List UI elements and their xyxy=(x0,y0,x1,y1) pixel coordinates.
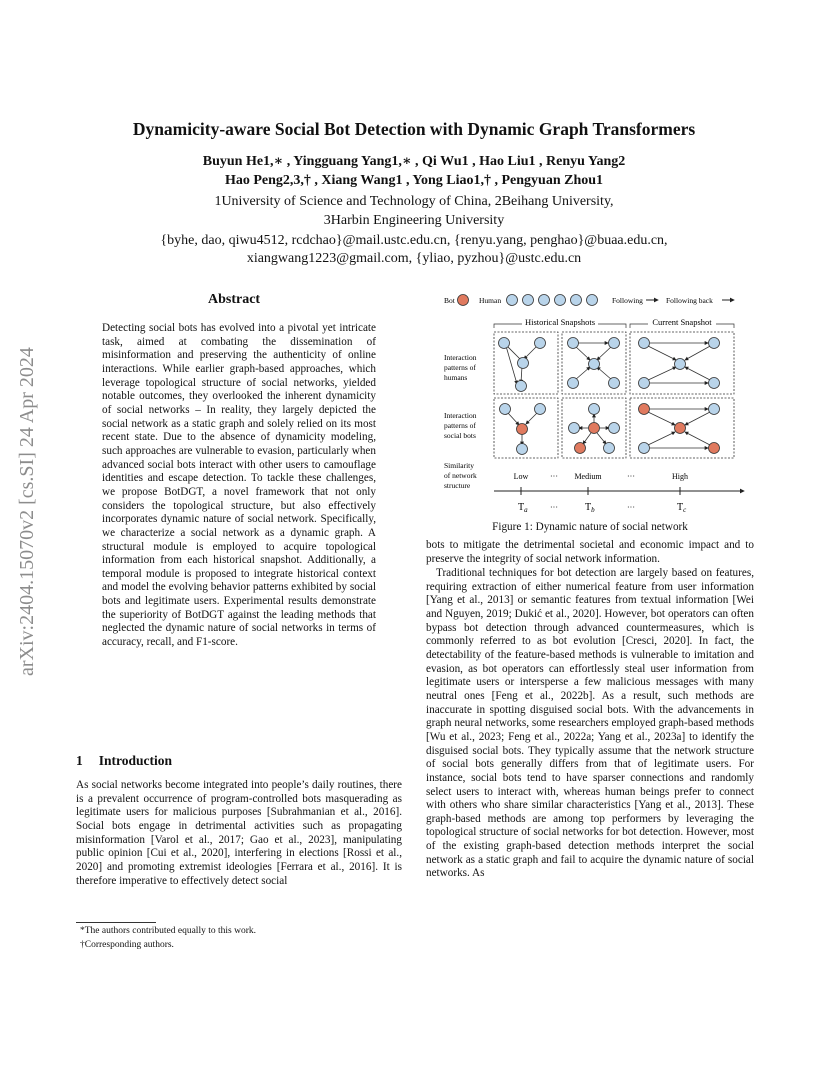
bot-graph-b xyxy=(569,404,620,454)
human-legend-icons xyxy=(507,295,598,306)
footnote-corresponding: †Corresponding authors. xyxy=(80,940,174,950)
row-label-similarity xyxy=(444,461,477,490)
human-graph-a xyxy=(499,338,546,392)
time-label-ta: $T_a$ xyxy=(518,502,528,514)
legend-bot-label: Bot xyxy=(444,296,455,305)
svg-text:structure: structure xyxy=(444,481,471,490)
section-heading xyxy=(76,753,172,769)
abstract-text: Detecting social bots has evolved into a pivotal yet intricate task, aimed at combating the dissemination of misinformation and preserving the authenticity of online interactions. While earlier graph-based approaches, which leverage topological structure of social networks, yielded notable outcomes, they overlooked the inherent dynamicity of social networks – In reality, they largely depicted the social network as a static graph and solely relied on its most recent state. Due to the absence of dynamicity modeling, such approaches are vulnerable to evasion, particularly when advanced social bots interact with other users to camouflage identities and escape detection. To tackle these challenges, we propose BotDGT, a novel framework that not only considers the topological structure, but also effectively incorporates dynamic nature of social network. Specifically, we characterize a social network as a dynamic graph. A structural module is employed to acquire topological information from each historical snapshot. Additionally, a temporal module is proposed to integrate historical context and model the evolving behavior patterns exhibited by social bots and legitimate users. Experimental results demonstrate the superiority of BotDGT against the leading methods that neglected the dynamic nature of social networks in terms of accuracy, recall, and F1-score. xyxy=(102,322,376,649)
section-title: Introduction xyxy=(98,753,173,768)
authors-line-1: Buyun He1,∗ , Yingguang Yang1,∗ , Qi Wu1 , Hao Liu1 , Renyu Yang2 xyxy=(202,154,626,169)
right-paragraph-2: Traditional techniques for bot detection are largely based on features, requiring extraction of either numerical feature from user information [Yang et al., 2013] or semantic features from textual information [Wei and Nguyen, 2019; Dukić et al., 2020]. However, bot operators can often bypass bot detection through advanced countermeasures, which is commonly referred to as bot evolution [Cresci, 2020]. In fact, the detectability of the feature-based methods is vulnerable to imitation and evasion, as bot operators can effortlessly steal user information from legitimate users or intersperse a few malicious messages with many neutral ones [Feng et al., 2022b]. As a result, such methods are inaccurate in spotting disguised social bots. With the advancements in graph neural networks, some researchers employed graph-based methods [Wu et al., 2023; Feng et al., 2022a; Yang et al., 2023a] to identify the disguised social bots. They typically assume that the network structure of social bots generally differs from that of legitimate users. For instance, social bots tend to have sparser connections and randomly select users to interact with, whereas human beings prefer to connect with others who share similar characteristics [Yang et al., 2013]. These graph-based methods are among top performers by leveraging the topological structure of social networks for bot detection. However, most of the existing graph-based detection methods interpret the social network as a static graph and fail to acquire the dynamic nature of social networks. As xyxy=(426,567,754,880)
bot-graph-c xyxy=(639,404,720,454)
svg-text:patterns of: patterns of xyxy=(444,421,476,430)
bot-legend-icon xyxy=(458,295,469,306)
footnote-rule xyxy=(76,922,156,923)
similarity-dots-2: ··· xyxy=(627,472,635,481)
arxiv-stamp: arXiv:2404.15070v2 [cs.SI] 24 Apr 2024 xyxy=(16,347,38,676)
abstract-heading: Abstract xyxy=(208,292,261,307)
human-graph-c xyxy=(639,338,720,389)
bot-graph-a xyxy=(500,404,546,455)
similarity-low: Low xyxy=(513,472,529,481)
similarity-medium: Medium xyxy=(574,472,602,481)
svg-text:of network: of network xyxy=(444,471,477,480)
svg-text:Similarity: Similarity xyxy=(444,461,474,470)
similarity-dots-1: ··· xyxy=(550,472,558,481)
paper-title: Dynamicity-aware Social Bot Detection with Dynamic Graph Transformers xyxy=(132,119,696,139)
time-dots-1: ··· xyxy=(550,503,558,512)
svg-text:Interaction: Interaction xyxy=(444,411,477,420)
time-label-tc: $T_c$ xyxy=(677,502,687,514)
time-label-tb: $T_b$ xyxy=(585,502,595,514)
affiliation-line-2: 3Harbin Engineering University xyxy=(323,213,505,228)
right-paragraph-1: bots to mitigate the detrimental societal and economic impact and to preserve the integrity of social network information. xyxy=(426,539,754,565)
intro-paragraph: As social networks become integrated into people’s daily routines, there is a prevalent occurrence of program-controlled bots masquerading as legitimate users for malicious purposes [Subrahmanian et al., 2016]. Social bots engage in detrimental activities such as propagating misinformation [Varol et al., 2017; Gao et al., 2023], manipulating public opinion [Cui et al., 2020], interfering in elections [Rossi et al., 2020] and promoting extremist ideologies [Ferrara et al., 2016]. It is therefore imperative to effectively detect social xyxy=(76,779,402,887)
legend-following-label: Following xyxy=(612,296,643,305)
legend-human-label: Human xyxy=(479,296,502,305)
svg-text:Interaction: Interaction xyxy=(444,353,477,362)
human-graph-b xyxy=(568,338,620,389)
section-number: 1 xyxy=(76,753,83,768)
legend-following-back-label: Following back xyxy=(666,296,713,305)
row-label-humans xyxy=(444,353,477,382)
footnote-equal-contribution: *The authors contributed equally to this work. xyxy=(80,926,256,936)
figure-dynamic-social-network xyxy=(426,288,754,520)
affiliation-line-1: 1University of Science and Technology of China, 2Beihang University, xyxy=(214,194,614,209)
svg-text:humans: humans xyxy=(444,373,468,382)
time-dots-2: ··· xyxy=(627,503,635,512)
current-snapshot-label: Current Snapshot xyxy=(652,317,712,327)
historical-snapshots-label: Historical Snapshots xyxy=(524,317,596,327)
svg-text:social bots: social bots xyxy=(444,431,476,440)
figure-caption: Figure 1: Dynamic nature of social network xyxy=(492,521,688,533)
email-line-1: {byhe, dao, qiwu4512, rcdchao}@mail.ustc.edu.cn, {renyu.yang, penghao}@buaa.edu.cn, xyxy=(160,233,668,248)
svg-text:patterns of: patterns of xyxy=(444,363,476,372)
authors-line-2: Hao Peng2,3,† , Xiang Wang1 , Yong Liao1,† , Pengyuan Zhou1 xyxy=(224,173,604,188)
similarity-high: High xyxy=(672,472,688,481)
row-label-bots xyxy=(444,411,477,440)
email-line-2: xiangwang1223@gmail.com, {yliao, pyzhou}@ustc.edu.cn xyxy=(246,251,582,266)
